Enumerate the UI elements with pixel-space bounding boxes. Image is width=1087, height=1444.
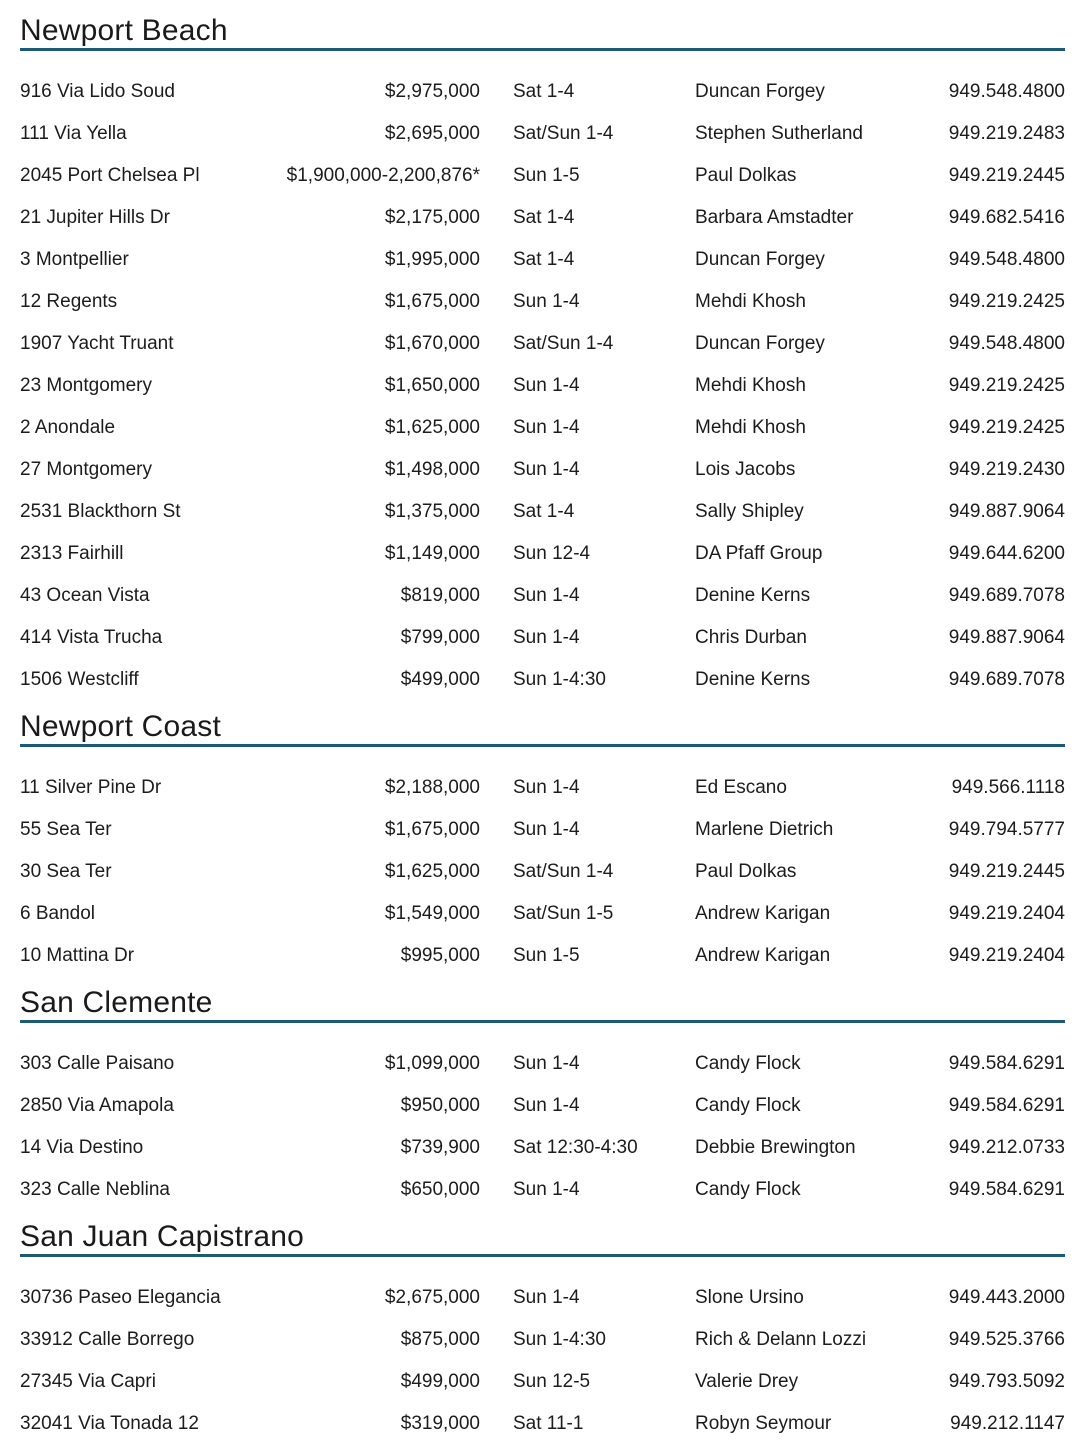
listing-price: $799,000	[400, 626, 480, 648]
listing-phone: 949.887.9064	[948, 626, 1065, 648]
listing-address: 3 Montpellier	[20, 248, 129, 270]
listing-agent: Duncan Forgey	[695, 248, 825, 270]
listing-address: 10 Mattina Dr	[20, 944, 135, 966]
section-title: San Juan Capistrano	[20, 1220, 304, 1253]
listing-agent: Denine Kerns	[695, 584, 811, 606]
listing-address: 2531 Blackthorn St	[20, 500, 181, 522]
listing-rows	[20, 766, 1065, 976]
listing-open-time: Sun 1-4	[513, 374, 580, 396]
listing-address: 414 Vista Trucha	[20, 626, 163, 648]
listing-row	[20, 364, 1065, 406]
section-header-rule	[20, 711, 1065, 747]
listing-agent: Slone Ursino	[695, 1286, 804, 1308]
listing-agent: Mehdi Khosh	[695, 374, 806, 396]
listing-address: 27 Montgomery	[20, 458, 153, 480]
listing-address: 32041 Via Tonada 12	[20, 1412, 199, 1434]
listing-open-time: Sat/Sun 1-5	[513, 902, 614, 924]
listing-price: $950,000	[400, 1094, 480, 1116]
listing-agent: Paul Dolkas	[695, 164, 797, 186]
listing-row	[20, 1276, 1065, 1318]
listing-agent: Mehdi Khosh	[695, 416, 806, 438]
section-title: San Clemente	[20, 986, 213, 1019]
listing-agent: Debbie Brewington	[695, 1136, 856, 1158]
listing-open-time: Sun 1-4	[513, 458, 580, 480]
listing-open-time: Sun 1-4	[513, 1094, 580, 1116]
listing-price: $1,625,000	[384, 860, 480, 882]
listing-price: $1,675,000	[384, 290, 480, 312]
listing-address: 55 Sea Ter	[20, 818, 112, 840]
listing-address: 30736 Paseo Elegancia	[20, 1286, 221, 1308]
city-section	[20, 711, 1065, 976]
listing-row	[20, 406, 1065, 448]
listing-agent: Robyn Seymour	[695, 1412, 832, 1434]
listing-open-time: Sun 1-5	[513, 164, 580, 186]
listing-agent: Mehdi Khosh	[695, 290, 806, 312]
listing-open-time: Sun 1-5	[513, 944, 580, 966]
listing-open-time: Sun 1-4	[513, 626, 580, 648]
listing-row	[20, 616, 1065, 658]
listing-agent: Ed Escano	[695, 776, 787, 798]
listing-open-time: Sun 12-4	[513, 542, 591, 564]
listing-phone: 949.689.7078	[948, 584, 1065, 606]
listing-row	[20, 280, 1065, 322]
listing-price: $995,000	[400, 944, 480, 966]
listing-agent: Lois Jacobs	[695, 458, 796, 480]
listing-agent: Rich & Delann Lozzi	[695, 1328, 867, 1350]
listing-open-time: Sun 12-5	[513, 1370, 591, 1392]
listing-agent: Duncan Forgey	[695, 332, 825, 354]
listing-price: $1,650,000	[384, 374, 480, 396]
city-section	[20, 15, 1065, 700]
listing-agent: Denine Kerns	[695, 668, 811, 690]
listing-price: $1,900,000-2,200,876*	[286, 164, 480, 186]
listing-price: $1,149,000	[384, 542, 480, 564]
listing-row	[20, 1402, 1065, 1444]
listing-row	[20, 850, 1065, 892]
listing-address: 21 Jupiter Hills Dr	[20, 206, 170, 228]
listing-agent: Paul Dolkas	[695, 860, 797, 882]
listing-open-time: Sun 1-4	[513, 1286, 580, 1308]
listing-open-time: Sat 1-4	[513, 248, 575, 270]
listing-phone: 949.219.2430	[948, 458, 1065, 480]
listing-agent: DA Pfaff Group	[695, 542, 823, 564]
listing-price: $2,975,000	[384, 80, 480, 102]
listing-address: 2 Anondale	[20, 416, 116, 438]
listing-open-time: Sat 1-4	[513, 500, 575, 522]
listing-open-time: Sat 1-4	[513, 80, 575, 102]
listing-phone: 949.682.5416	[948, 206, 1065, 228]
listing-row	[20, 1360, 1065, 1402]
listing-agent: Marlene Dietrich	[695, 818, 834, 840]
listing-phone: 949.548.4800	[948, 80, 1065, 102]
listing-address: 1907 Yacht Truant	[20, 332, 174, 354]
listing-address: 2313 Fairhill	[20, 542, 124, 564]
listing-rows	[20, 1042, 1065, 1210]
listing-price: $1,995,000	[384, 248, 480, 270]
listing-phone: 949.219.2483	[948, 122, 1065, 144]
listing-row	[20, 532, 1065, 574]
listing-price: $1,625,000	[384, 416, 480, 438]
listing-price: $1,375,000	[384, 500, 480, 522]
listing-phone: 949.584.6291	[948, 1094, 1065, 1116]
city-section	[20, 1221, 1065, 1444]
listing-agent: Barbara Amstadter	[695, 206, 854, 228]
listing-open-time: Sun 1-4	[513, 584, 580, 606]
listing-price: $2,188,000	[384, 776, 480, 798]
listing-phone: 949.219.2445	[948, 164, 1065, 186]
listing-agent: Andrew Karigan	[695, 902, 831, 924]
listing-agent: Candy Flock	[695, 1052, 801, 1074]
section-header-rule	[20, 15, 1065, 51]
listing-row	[20, 574, 1065, 616]
listing-address: 916 Via Lido Soud	[20, 80, 175, 102]
listing-phone: 949.525.3766	[948, 1328, 1065, 1350]
listing-row	[20, 1042, 1065, 1084]
listing-address: 23 Montgomery	[20, 374, 153, 396]
listing-phone: 949.689.7078	[948, 668, 1065, 690]
listing-open-time: Sun 1-4	[513, 290, 580, 312]
listing-open-time: Sat/Sun 1-4	[513, 332, 614, 354]
listing-phone: 949.219.2425	[948, 416, 1065, 438]
listing-open-time: Sat/Sun 1-4	[513, 122, 614, 144]
listing-address: 27345 Via Capri	[20, 1370, 156, 1392]
listing-open-time: Sun 1-4	[513, 416, 580, 438]
listing-row	[20, 154, 1065, 196]
section-title: Newport Coast	[20, 710, 222, 743]
listing-row	[20, 808, 1065, 850]
listing-phone: 949.566.1118	[951, 776, 1065, 798]
listing-address: 43 Ocean Vista	[20, 584, 150, 606]
section-header-rule	[20, 987, 1065, 1023]
listing-open-time: Sun 1-4:30	[513, 668, 606, 690]
listing-row	[20, 1168, 1065, 1210]
listing-price: $1,099,000	[384, 1052, 480, 1074]
listing-price: $499,000	[400, 668, 480, 690]
listing-price: $1,670,000	[384, 332, 480, 354]
section-header-rule	[20, 1221, 1065, 1257]
listing-row	[20, 1084, 1065, 1126]
listing-row	[20, 766, 1065, 808]
listing-price: $1,675,000	[384, 818, 480, 840]
listing-address: 2045 Port Chelsea Pl	[20, 164, 200, 186]
listing-agent: Sally Shipley	[695, 500, 804, 522]
listing-price: $2,175,000	[384, 206, 480, 228]
listing-address: 33912 Calle Borrego	[20, 1328, 195, 1350]
listing-agent: Andrew Karigan	[695, 944, 831, 966]
listing-address: 323 Calle Neblina	[20, 1178, 170, 1200]
listing-price: $1,498,000	[384, 458, 480, 480]
listing-row	[20, 892, 1065, 934]
listing-open-time: Sat 1-4	[513, 206, 575, 228]
listing-phone: 949.793.5092	[948, 1370, 1065, 1392]
listing-agent: Stephen Sutherland	[695, 122, 863, 144]
listing-row	[20, 1318, 1065, 1360]
listing-address: 30 Sea Ter	[20, 860, 112, 882]
listing-price: $819,000	[400, 584, 480, 606]
listing-price: $499,000	[400, 1370, 480, 1392]
listing-phone: 949.219.2425	[948, 290, 1065, 312]
listing-open-time: Sat 12:30-4:30	[513, 1136, 638, 1158]
listing-open-time: Sun 1-4	[513, 776, 580, 798]
listing-price: $650,000	[400, 1178, 480, 1200]
listing-phone: 949.219.2404	[948, 902, 1065, 924]
listing-address: 111 Via Yella	[20, 122, 127, 144]
listing-price: $1,549,000	[384, 902, 480, 924]
listing-price: $875,000	[400, 1328, 480, 1350]
listing-row	[20, 322, 1065, 364]
listing-price: $2,695,000	[384, 122, 480, 144]
listing-open-time: Sun 1-4:30	[513, 1328, 606, 1350]
listing-open-time: Sat 11-1	[513, 1412, 584, 1434]
listing-open-time: Sun 1-4	[513, 1178, 580, 1200]
listing-row	[20, 238, 1065, 280]
listing-address: 14 Via Destino	[20, 1136, 144, 1158]
listing-phone: 949.219.2404	[948, 944, 1065, 966]
listing-address: 2850 Via Amapola	[20, 1094, 174, 1116]
section-title: Newport Beach	[20, 14, 228, 47]
listing-agent: Chris Durban	[695, 626, 807, 648]
listing-row	[20, 490, 1065, 532]
listing-row	[20, 448, 1065, 490]
listing-address: 11 Silver Pine Dr	[20, 776, 162, 798]
listing-phone: 949.887.9064	[948, 500, 1065, 522]
listing-address: 303 Calle Paisano	[20, 1052, 175, 1074]
listing-open-time: Sun 1-4	[513, 1052, 580, 1074]
listing-open-time: Sun 1-4	[513, 818, 580, 840]
listing-agent: Duncan Forgey	[695, 80, 825, 102]
listing-row	[20, 112, 1065, 154]
city-section	[20, 987, 1065, 1210]
listing-phone: 949.584.6291	[948, 1052, 1065, 1074]
listing-phone: 949.219.2445	[948, 860, 1065, 882]
listing-address: 12 Regents	[20, 290, 118, 312]
listing-rows	[20, 70, 1065, 700]
listing-row	[20, 934, 1065, 976]
listing-agent: Candy Flock	[695, 1094, 801, 1116]
listing-row	[20, 196, 1065, 238]
listing-phone: 949.212.0733	[948, 1136, 1065, 1158]
listing-phone: 949.584.6291	[948, 1178, 1065, 1200]
listing-open-time: Sat/Sun 1-4	[513, 860, 614, 882]
listing-rows	[20, 1276, 1065, 1444]
listing-phone: 949.443.2000	[948, 1286, 1065, 1308]
listing-row	[20, 658, 1065, 700]
listing-phone: 949.794.5777	[948, 818, 1065, 840]
listing-row	[20, 70, 1065, 112]
listing-price: $2,675,000	[384, 1286, 480, 1308]
listing-price: $739,900	[400, 1136, 480, 1158]
listing-address: 6 Bandol	[20, 902, 96, 924]
listing-phone: 949.219.2425	[948, 374, 1065, 396]
listing-price: $319,000	[400, 1412, 480, 1434]
listing-phone: 949.548.4800	[948, 248, 1065, 270]
listing-agent: Candy Flock	[695, 1178, 801, 1200]
listing-row	[20, 1126, 1065, 1168]
listing-phone: 949.644.6200	[948, 542, 1065, 564]
listing-agent: Valerie Drey	[695, 1370, 799, 1392]
listing-phone: 949.212.1147	[950, 1412, 1065, 1434]
listing-address: 1506 Westcliff	[20, 668, 139, 690]
listing-phone: 949.548.4800	[948, 332, 1065, 354]
